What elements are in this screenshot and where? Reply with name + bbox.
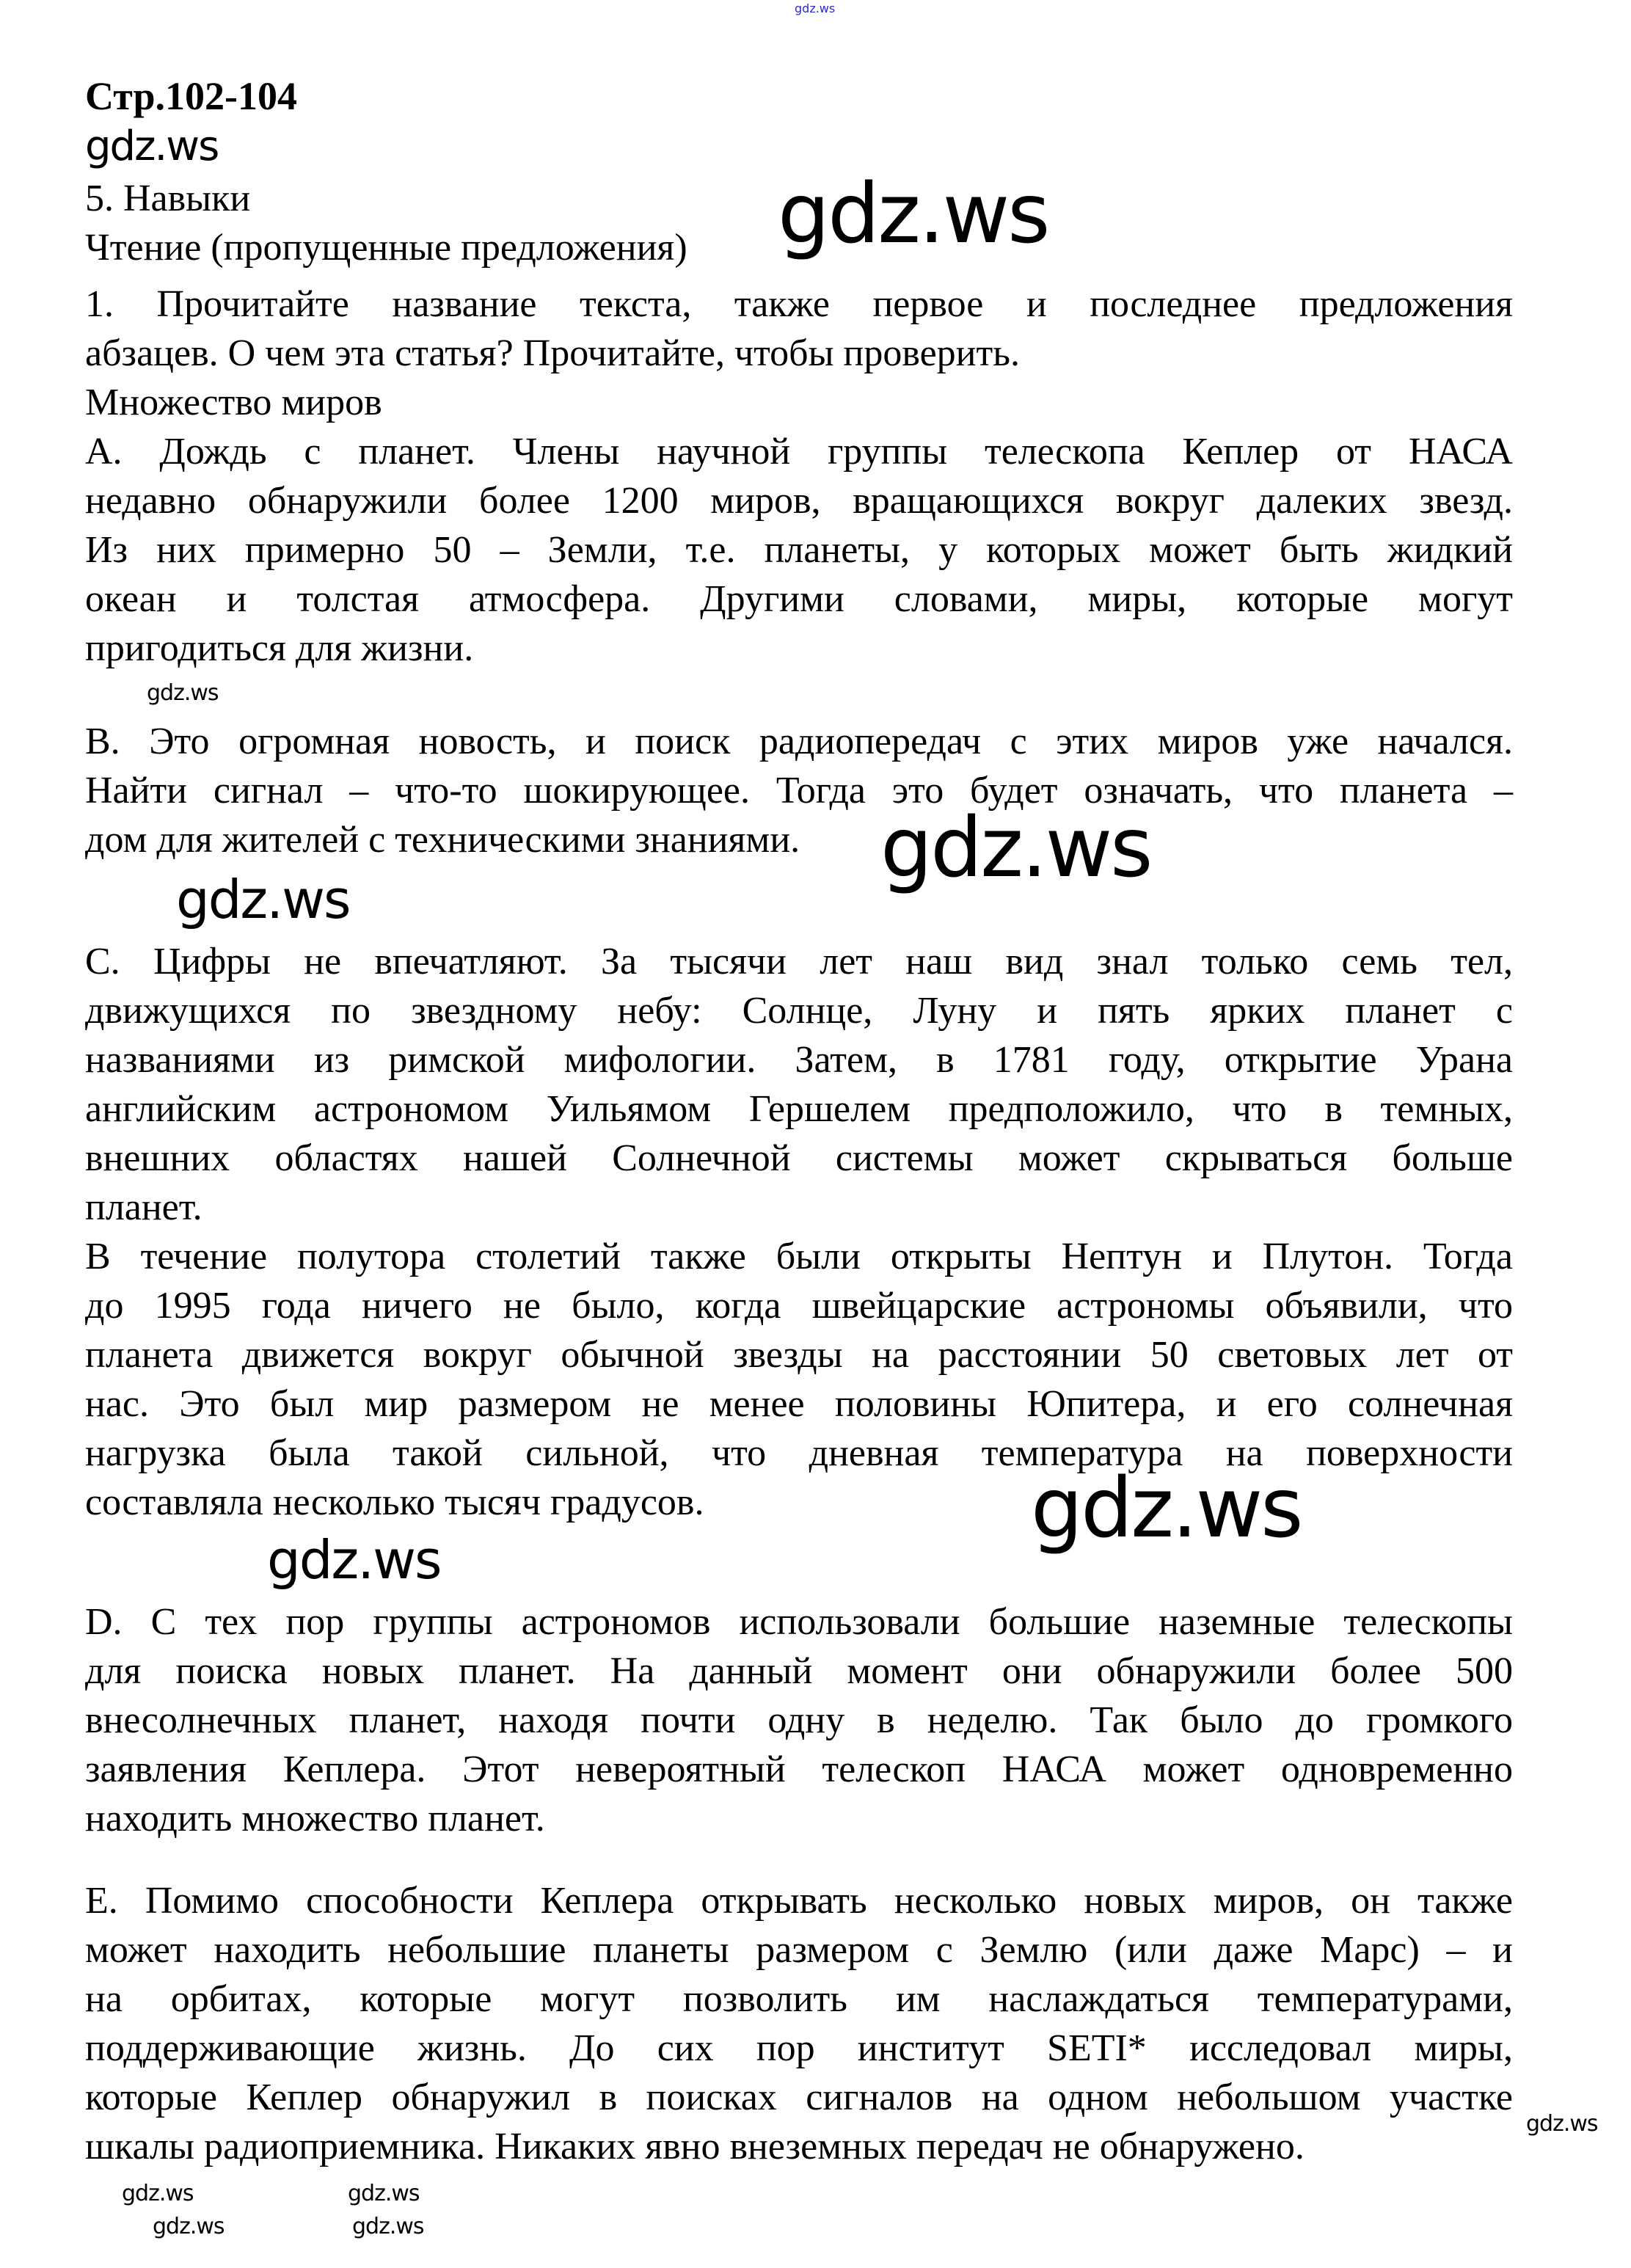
subsection-title: Чтение (пропущенные предложения) [85, 227, 687, 269]
paragraph-c-line: внешних областях нашей Солнечной системы может скрываться больше [85, 1137, 1513, 1179]
top-site-link[interactable]: gdz.ws [795, 1, 836, 15]
paragraph-e-line: поддерживающие жизнь. До сих пор институт SETI* исследовал миры, [85, 2027, 1513, 2069]
paragraph-c2-line: до 1995 года ничего не было, когда швейцарские астрономы объявили, что [85, 1285, 1513, 1327]
watermark: gdz.ws [176, 869, 350, 930]
page-header: Стр.102-104 [85, 74, 297, 118]
paragraph-c2-line: нас. Это был мир размером не менее половины Юпитера, и его солнечная [85, 1383, 1513, 1425]
watermark: gdz.ws [85, 123, 219, 170]
paragraph-a-line: пригодиться для жизни. [85, 627, 474, 669]
paragraph-d-line: находить множество планет. [85, 1798, 545, 1839]
task-line: абзацев. О чем эта статья? Прочитайте, чтобы проверить. [85, 332, 1020, 374]
paragraph-e-line: которые Кеплер обнаружил в поисках сигналов на одном небольшом участке [85, 2076, 1513, 2118]
watermark: gdz.ws [778, 167, 1048, 262]
paragraph-b-line: дом для жителей с техническими знаниями. [85, 819, 800, 861]
paragraph-c-line: планет. [85, 1186, 202, 1228]
paragraph-e-line: может находить небольшие планеты размером с Землю (или даже Марс) – и [85, 1929, 1513, 1971]
paragraph-e-line: шкалы радиоприемника. Никаких явно внеземных передач не обнаружено. [85, 2126, 1305, 2167]
paragraph-a-line: А. Дождь с планет. Члены научной группы телескопа Кеплер от НАСА [85, 431, 1513, 473]
paragraph-c2-line: нагрузка была такой сильной, что дневная температура на поверхности [85, 1432, 1513, 1474]
paragraph-c2-line: составляла несколько тысяч градусов. [85, 1481, 704, 1523]
watermark: gdz.ws [122, 2181, 194, 2206]
paragraph-c-line: названиями из римской мифологии. Затем, в 1781 году, открытие Урана [85, 1039, 1513, 1081]
watermark: gdz.ws [147, 680, 219, 706]
section-title: 5. Навыки [85, 178, 251, 219]
paragraph-b-line: Найти сигнал – что-то шокирующее. Тогда это будет означать, что планета – [85, 770, 1513, 812]
watermark: gdz.ws [267, 1529, 441, 1591]
watermark: gdz.ws [352, 2214, 424, 2239]
paragraph-c2-line: В течение полутора столетий также были открыты Нептун и Плутон. Тогда [85, 1236, 1513, 1277]
watermark: gdz.ws [1031, 1461, 1302, 1556]
watermark: gdz.ws [1526, 2111, 1598, 2137]
paragraph-d-line: заявления Кеплера. Этот невероятный телескоп НАСА может одновременно [85, 1749, 1513, 1790]
watermark: gdz.ws [880, 801, 1151, 896]
paragraph-d-line: внесолнечных планет, находя почти одну в неделю. Так было до громкого [85, 1699, 1513, 1741]
paragraph-a-line: недавно обнаружили более 1200 миров, вращающихся вокруг далеких звезд. [85, 480, 1513, 522]
paragraph-b-line: В. Это огромная новость, и поиск радиопередач с этих миров уже начался. [85, 721, 1513, 762]
paragraph-e-line: Е. Помимо способности Кеплера открывать несколько новых миров, он также [85, 1880, 1513, 1922]
paragraph-a-line: Из них примерно 50 – Земли, т.е. планеты, у которых может быть жидкий [85, 529, 1513, 571]
task-line: 1. Прочитайте название текста, также первое и последнее предложения [85, 283, 1513, 325]
paragraph-c-line: английским астрономом Уильямом Гершелем предположило, что в темных, [85, 1088, 1513, 1130]
paragraph-a-line: океан и толстая атмосфера. Другими словами, миры, которые могут [85, 578, 1513, 620]
watermark: gdz.ws [348, 2181, 420, 2206]
paragraph-c2-line: планета движется вокруг обычной звезды на расстоянии 50 световых лет от [85, 1334, 1513, 1376]
paragraph-c-line: движущихся по звездному небу: Солнце, Луну и пять ярких планет с [85, 990, 1513, 1032]
watermark: gdz.ws [153, 2214, 225, 2239]
paragraph-d-line: для поиска новых планет. На данный момент они обнаружили более 500 [85, 1650, 1513, 1692]
paragraph-c-line: С. Цифры не впечатляют. За тысячи лет наш вид знал только семь тел, [85, 941, 1513, 982]
paragraph-e-line: на орбитах, которые могут позволить им наслаждаться температурами, [85, 1978, 1513, 2020]
article-title: Множество миров [85, 382, 382, 423]
paragraph-d-line: D. С тех пор группы астрономов использовали большие наземные телескопы [85, 1601, 1513, 1643]
